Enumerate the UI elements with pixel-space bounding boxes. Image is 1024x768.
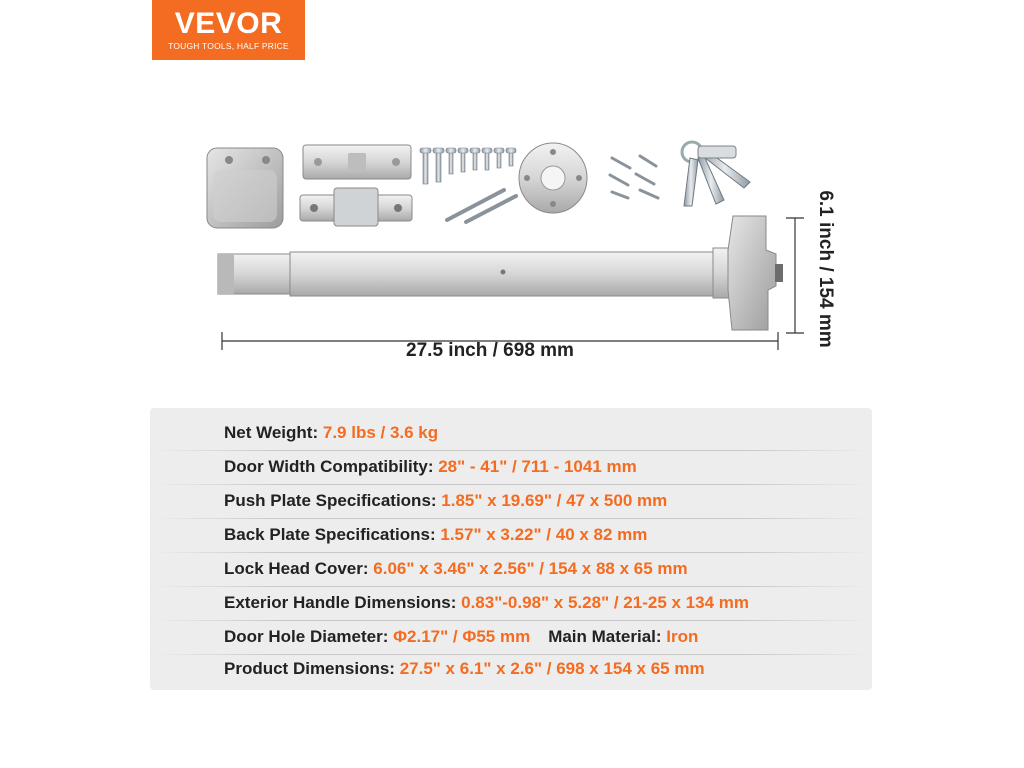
spec-label: Exterior Handle Dimensions:	[224, 593, 462, 612]
spec-label: Back Plate Specifications:	[224, 525, 441, 544]
spec-value: 27.5" x 6.1" x 2.6" / 698 x 154 x 65 mm	[399, 659, 705, 678]
spec-row-back-plate	[224, 518, 647, 552]
fastener-set	[610, 156, 658, 198]
spec-label: Lock Head Cover:	[224, 559, 374, 578]
spec-row-net-weight	[224, 416, 438, 450]
spec-row-lock-head-cover	[224, 552, 688, 586]
height-dimension-line	[786, 218, 804, 333]
spec-value: 0.83"-0.98" x 5.28" / 21-25 x 134 mm	[461, 593, 749, 612]
spec-value: 1.57" x 3.22" / 40 x 82 mm	[440, 525, 648, 544]
brand-tagline: TOUGH TOOLS, HALF PRICE	[168, 41, 289, 51]
spec-row-door-width	[224, 450, 637, 484]
keys	[682, 142, 750, 206]
spec-value: 28" - 41" / 711 - 1041 mm	[438, 457, 637, 476]
strike-latch	[300, 188, 412, 226]
spec-value: 6.06" x 3.46" x 2.56" / 154 x 88 x 65 mm	[373, 559, 688, 578]
screw-set-small	[420, 148, 516, 184]
spec-label: Door Hole Diameter:	[224, 627, 394, 646]
spec-row-push-plate	[224, 484, 667, 518]
spec-row-exterior-handle	[224, 586, 749, 620]
spec-label-material: Main Material:	[548, 627, 667, 646]
width-dimension-label: 27.5 inch / 698 mm	[406, 340, 574, 361]
spec-label: Product Dimensions:	[224, 659, 400, 678]
spec-row-door-hole-material	[224, 620, 698, 654]
spec-label: Door Width Compatibility:	[224, 457, 439, 476]
brand-name: VEVOR	[174, 7, 283, 40]
spec-value-material: Iron	[666, 627, 699, 646]
spec-row-product-dimensions	[224, 652, 705, 686]
spec-value: 7.9 lbs / 3.6 kg	[322, 423, 439, 442]
spec-label: Push Plate Specifications:	[224, 491, 442, 510]
long-bolts	[447, 190, 516, 222]
specs-panel	[150, 408, 872, 690]
spec-value: 1.85" x 19.69" / 47 x 500 mm	[441, 491, 668, 510]
spec-value: Φ2.17" / Φ55 mm	[393, 627, 531, 646]
height-dimension-label: 6.1 inch / 154 mm	[815, 190, 836, 348]
lock-head-cover	[207, 148, 283, 228]
push-bar	[218, 216, 783, 330]
back-plate	[303, 145, 411, 179]
spec-label: Net Weight:	[224, 423, 323, 442]
round-mounting-plate	[519, 143, 587, 213]
